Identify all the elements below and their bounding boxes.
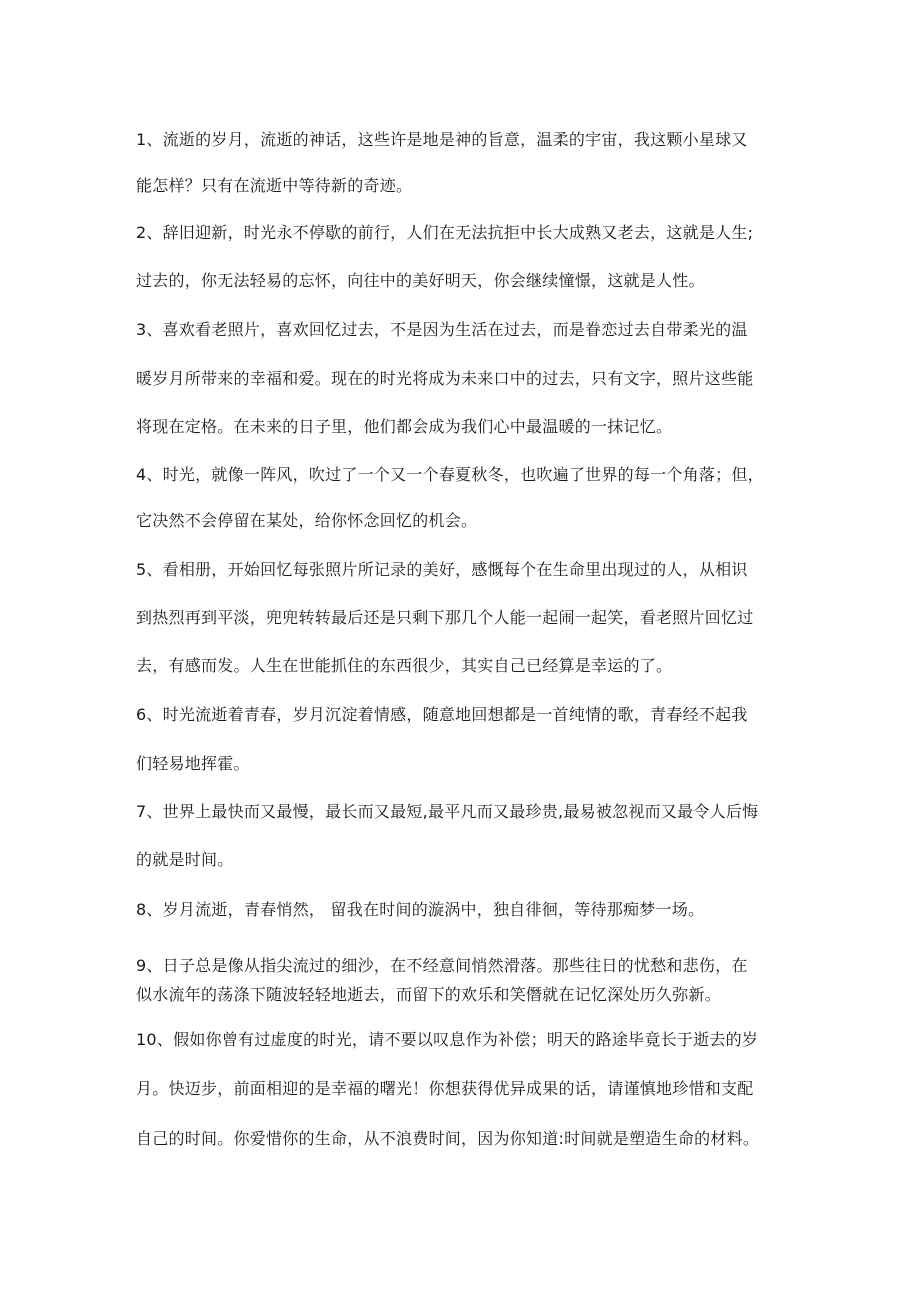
paragraph-6-line-2: 们轻易地挥霍。 [136,754,250,773]
paragraph-9-line-2: 似水流年的荡涤下随波轻轻地逝去，而留下的欢乐和笑僭就在记忆深处历久弥新。 [136,985,722,1004]
paragraph-4-line-1: 4、时光，就像一阵风，吹过了一个又一个春夏秋冬，也吹遍了世界的每一个角落；但， [136,465,764,484]
paragraph-5-line-1: 5、看相册，开始回忆每张照片所记录的美好，感慨每个在生命里出现过的人，从相识 [136,560,748,579]
paragraph-4-line-2: 它决然不会停留在某处，给你怀念回忆的机会。 [136,511,478,530]
paragraph-1-line-1: 1、流逝的岁月，流逝的神话，这些许是地是神的旨意，温柔的宇宙，我这颗小星球又 [136,130,748,149]
paragraph-5-line-2: 到热烈再到平淡，兜兜转转最后还是只剩下那几个人能一起闹一起笑，看老照片回忆过 [136,608,754,627]
paragraph-3-line-2: 暖岁月所带来的幸福和爱。现在的时光将成为未来口中的过去，只有文字，照片这些能 [136,369,754,388]
paragraph-7-line-2: 的就是时间。 [136,850,234,869]
paragraph-10-line-3: 自己的时间。你爱惜你的生命，从不浪费时间，因为你知道:时间就是塑造生命的材料。 [136,1129,760,1148]
paragraph-7-line-1: 7、世界上最快而又最慢，最长而又最短,最平凡而又最珍贵,最易被忽视而又最令人后悔 [136,802,759,821]
paragraph-8-line-1: 8、岁月流逝，青春悄然， 留我在时间的漩涡中，独自徘徊，等待那痴梦一场。 [136,900,705,919]
paragraph-10-line-2: 月。快迈步，前面相迎的是幸福的曙光！你想获得优异成果的话，请谨慎地珍惜和支配 [136,1079,754,1098]
paragraph-2-line-2: 过去的，你无法轻易的忘怀，向往中的美好明天，你会继续憧憬，这就是人性。 [136,271,705,290]
paragraph-2-line-1: 2、辞旧迎新，时光永不停歇的前行，人们在无法抗拒中长大成熟又老去，这就是人生; [136,223,754,242]
paragraph-3-line-1: 3、喜欢看老照片，喜欢回忆过去，不是因为生活在过去，而是眷恋过去自带柔光的温 [136,320,748,339]
paragraph-1-line-2: 能怎样？只有在流逝中等待新的奇迹。 [136,176,413,195]
paragraph-6-line-1: 6、时光流逝着青春，岁月沉淀着情感，随意地回想都是一首纯情的歌，青春经不起我 [136,705,748,724]
paragraph-5-line-3: 去，有感而发。人生在世能抓住的东西很少，其实自己已经算是幸运的了。 [136,656,673,675]
paragraph-3-line-3: 将现在定格。在未来的日子里，他们都会成为我们心中最温暖的一抹记忆。 [136,417,673,436]
paragraph-9-line-1: 9、日子总是像从指尖流过的细沙，在不经意间悄然滑落。那些往日的忧愁和悲伤，在 [136,956,748,975]
paragraph-10-line-1: 10、假如你曾有过虚度的时光，请不要以叹息作为补偿；明天的路途毕竟长于逝去的岁 [136,1030,759,1049]
